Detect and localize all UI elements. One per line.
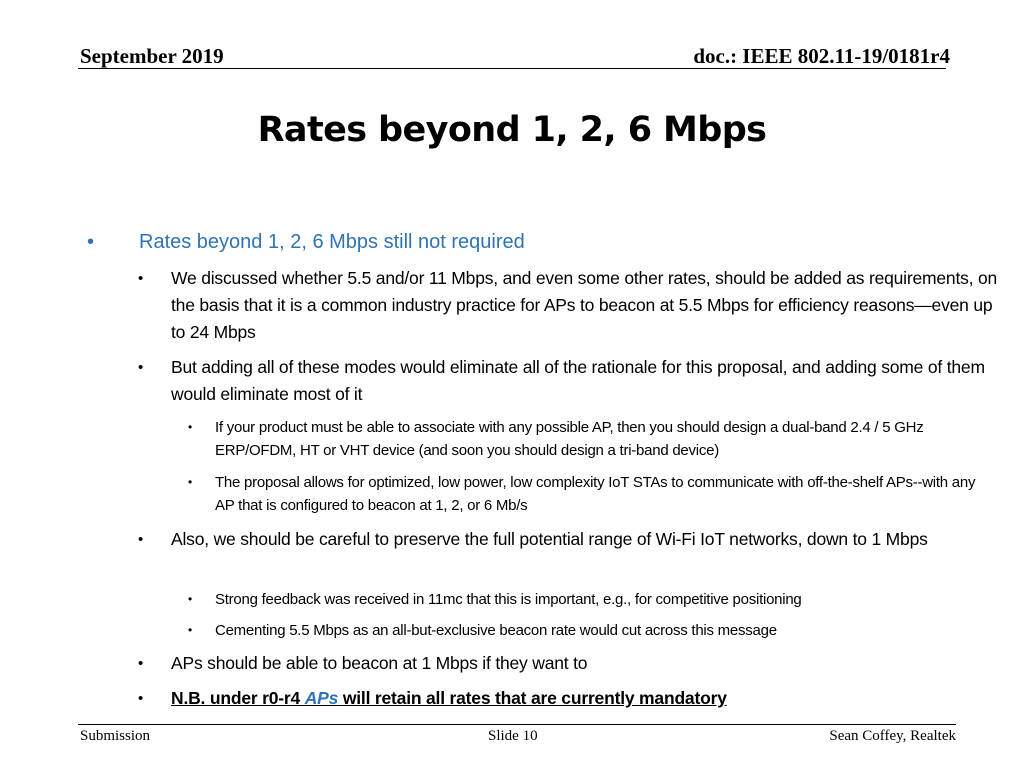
- bullet-sub-5-text: [171, 688, 727, 708]
- bullet-sub-2b: [188, 471, 985, 517]
- bullet-main-text: Rates beyond 1, 2, 6 Mbps still not required: [139, 231, 525, 253]
- header-doc-id: doc.: IEEE 802.11-19/0181r4: [693, 44, 950, 68]
- bullet-dot-icon: •: [188, 592, 192, 606]
- bullet-dot-icon: •: [188, 475, 192, 489]
- footer-submission: Submission: [80, 728, 151, 744]
- nb-suffix: will retain all rates that are currently mandatory: [338, 688, 727, 708]
- bullet-dot-icon: •: [87, 231, 95, 253]
- bullet-sub-1-text: We discussed whether 5.5 and/or 11 Mbps, and even some other rates, should be added as requirements, on the basis that it is a common industry practice for APs to beacon at 5.5 Mbps for efficiency reasons—even up to 24 Mbps: [171, 268, 998, 342]
- bullet-sub-5: [138, 685, 1001, 712]
- slide-title: Rates beyond 1, 2, 6 Mbps: [257, 110, 767, 150]
- bullet-sub-4-text: APs should be able to beacon at 1 Mbps if they want to: [171, 653, 588, 673]
- bullet-sub-3b-text: Cementing 5.5 Mbps as an all-but-exclusive beacon rate would cut across this message: [215, 622, 777, 639]
- bullet-sub-1: [138, 265, 1001, 346]
- bullet-sub-4: [138, 650, 1001, 677]
- bullet-dot-icon: •: [138, 531, 144, 548]
- bullet-dot-icon: •: [138, 270, 144, 287]
- bullet-sub-2: [138, 354, 1001, 408]
- bullet-sub-3b: [188, 619, 985, 642]
- footer-author: Sean Coffey, Realtek: [829, 728, 956, 744]
- bullet-dot-icon: •: [138, 359, 144, 376]
- bullet-sub-2a-text: If your product must be able to associate with any possible AP, then you should design a dual-band 2.4 / 5 GHz ERP/OFDM, HT or VHT device (and soon you should design a tri-band device): [215, 419, 924, 459]
- header-date: September 2019: [80, 44, 224, 68]
- bullet-sub-3-text: Also, we should be careful to preserve the full potential range of Wi-Fi IoT networks, down to 1 Mbps: [171, 529, 928, 549]
- bullet-main: [87, 230, 999, 255]
- nb-aps: APs: [304, 688, 339, 708]
- header-rule: [78, 68, 946, 69]
- bullet-sub-3: [138, 526, 1001, 553]
- bullet-dot-icon: •: [188, 420, 192, 434]
- bullet-sub-2b-text: The proposal allows for optimized, low power, low complexity IoT STAs to communicate with off-the-shelf APs--with any AP that is configured to beacon at 1, 2, or 6 Mb/s: [215, 474, 976, 514]
- bullet-sub-2-text: But adding all of these modes would eliminate all of the rationale for this proposal, and adding some of them would eliminate most of it: [171, 357, 985, 404]
- bullet-sub-3a: [188, 588, 985, 611]
- footer-rule: [78, 724, 956, 725]
- bullet-dot-icon: •: [138, 690, 144, 707]
- bullet-dot-icon: •: [138, 655, 144, 672]
- bullet-dot-icon: •: [188, 623, 192, 637]
- bullet-sub-3a-text: Strong feedback was received in 11mc that this is important, e.g., for competitive positioning: [215, 591, 802, 608]
- bullet-sub-2a: [188, 416, 985, 462]
- footer-slide-number: Slide 10: [488, 728, 538, 744]
- nb-prefix: N.B. under r0-r4: [171, 688, 305, 708]
